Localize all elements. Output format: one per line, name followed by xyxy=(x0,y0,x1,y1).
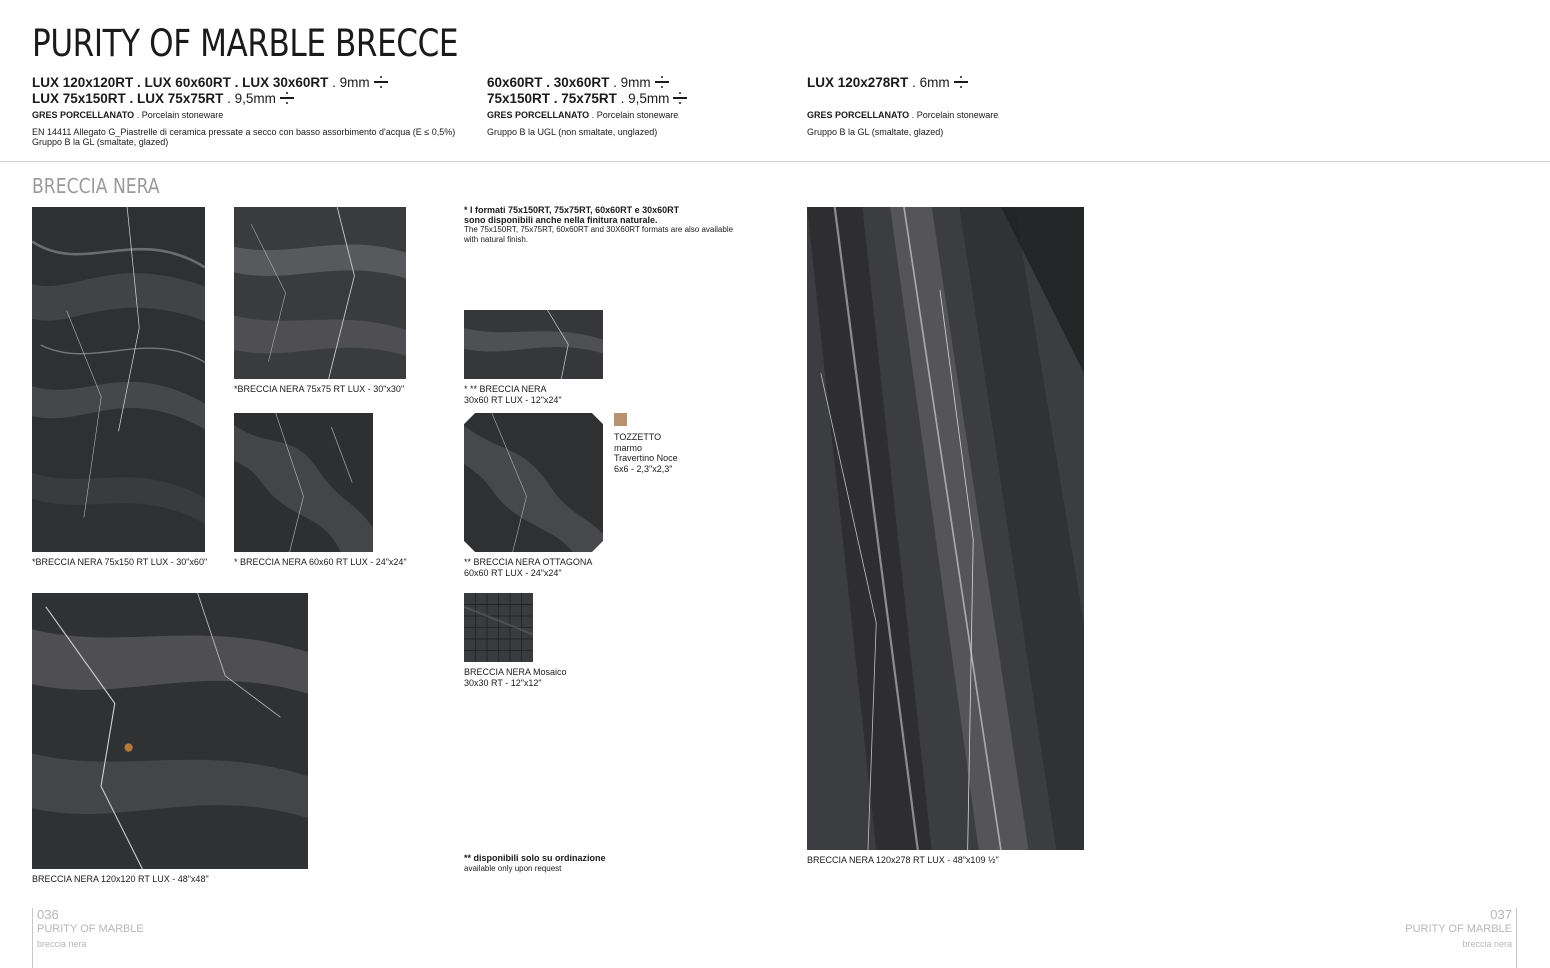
spec-line: 75x150RT . 75x75RT xyxy=(487,91,617,106)
norm-text: Gruppo B la GL (smaltate, glazed) xyxy=(32,137,169,147)
spec-block-2 xyxy=(487,75,687,137)
tile-75x75-image xyxy=(234,207,406,379)
page-number: 036 xyxy=(37,907,59,922)
thickness: . 9,5mm xyxy=(616,91,670,106)
material: GRES PORCELLANATO xyxy=(487,110,590,120)
rectified-icon xyxy=(655,76,669,88)
material: GRES PORCELLANATO xyxy=(32,110,135,120)
footer-collection: PURITY OF MARBLE xyxy=(37,923,144,935)
tile-caption: * BRECCIA NERA 60x60 RT LUX - 24"x24" xyxy=(234,557,407,567)
tile-ottagona-image xyxy=(464,413,603,552)
tozzetto-caption: TOZZETTO marmo Travertino Noce 6x6 - 2,3"x2,3" xyxy=(614,432,678,474)
tile-120x278-image xyxy=(807,207,1084,850)
rectified-icon xyxy=(280,92,294,104)
material: GRES PORCELLANATO xyxy=(807,110,910,120)
norm-text: Gruppo B la GL (smaltate, glazed) xyxy=(807,126,944,137)
tile-60x60-image xyxy=(234,413,373,552)
page-number: 037 xyxy=(1490,907,1512,922)
footer-product: breccia nera xyxy=(37,939,87,949)
footer-product: breccia nera xyxy=(1462,939,1512,949)
rectified-icon xyxy=(374,76,388,88)
thickness: . 9mm xyxy=(609,75,651,90)
spec-line: LUX 120x120RT . LUX 60x60RT . LUX 30x60RT xyxy=(32,75,329,90)
tile-caption: ** BRECCIA NERA OTTAGONA 60x60 RT LUX - 24"x24" xyxy=(464,557,593,578)
tile-30x60-image xyxy=(464,310,603,379)
tile-caption: BRECCIA NERA 120x120 RT LUX - 48"x48" xyxy=(32,874,209,884)
norm-text: Gruppo B la UGL (non smaltate, unglazed) xyxy=(487,126,658,137)
material-en: . Porcelain stoneware xyxy=(909,110,999,120)
rectified-icon xyxy=(673,92,687,104)
footer-right xyxy=(1405,908,1517,968)
divider xyxy=(0,161,1550,162)
material-en: . Porcelain stoneware xyxy=(134,110,224,120)
tile-caption: BRECCIA NERA Mosaico 30x30 RT - 12"x12" xyxy=(464,667,567,688)
tile-caption: *BRECCIA NERA 75x75 RT LUX - 30"x30" xyxy=(234,384,405,394)
note-order: ** disponibili solo su ordinazione available only upon request xyxy=(464,853,606,873)
tile-75x150-image xyxy=(32,207,205,552)
norm-text: EN 14411 Allegato G_Piastrelle di ceramica pressate a secco con basso assorbimento d'acqua (E ≤ 0,5%) xyxy=(32,126,456,137)
spec-line: 60x60RT . 30x60RT xyxy=(487,75,610,90)
spec-line: LUX 75x150RT . LUX 75x75RT xyxy=(32,91,224,106)
footer-collection: PURITY OF MARBLE xyxy=(1405,923,1512,935)
thickness: . 6mm xyxy=(908,75,950,90)
thickness: . 9mm xyxy=(328,75,370,90)
tile-120x120-image xyxy=(32,593,308,869)
page-title: PURITY OF MARBLE BRECCE xyxy=(32,22,459,65)
spec-block-1 xyxy=(32,75,455,148)
footer-left xyxy=(32,908,144,968)
thickness: . 9,5mm xyxy=(223,91,276,106)
rectified-icon xyxy=(954,76,968,88)
tile-caption: * ** BRECCIA NERA 30x60 RT LUX - 12"x24" xyxy=(464,384,562,405)
spec-block-3 xyxy=(807,75,998,137)
tile-caption: *BRECCIA NERA 75x150 RT LUX - 30"x60" xyxy=(32,557,208,567)
tozzetto-swatch xyxy=(614,413,627,426)
section-title: BRECCIA NERA xyxy=(32,174,160,198)
tile-mosaic-image xyxy=(464,593,533,662)
material-en: . Porcelain stoneware xyxy=(589,110,679,120)
spec-line: LUX 120x278RT xyxy=(807,75,909,90)
note-formats: * I formati 75x150RT, 75x75RT, 60x60RT e 30x60RT sono disponibili anche nella finitura naturale. The 75x150RT, 75x75RT, 60x60RT and 30X60RT formats are also available with natural finish. xyxy=(464,205,734,244)
tile-caption: BRECCIA NERA 120x278 RT LUX - 48"x109 ½" xyxy=(807,855,999,865)
